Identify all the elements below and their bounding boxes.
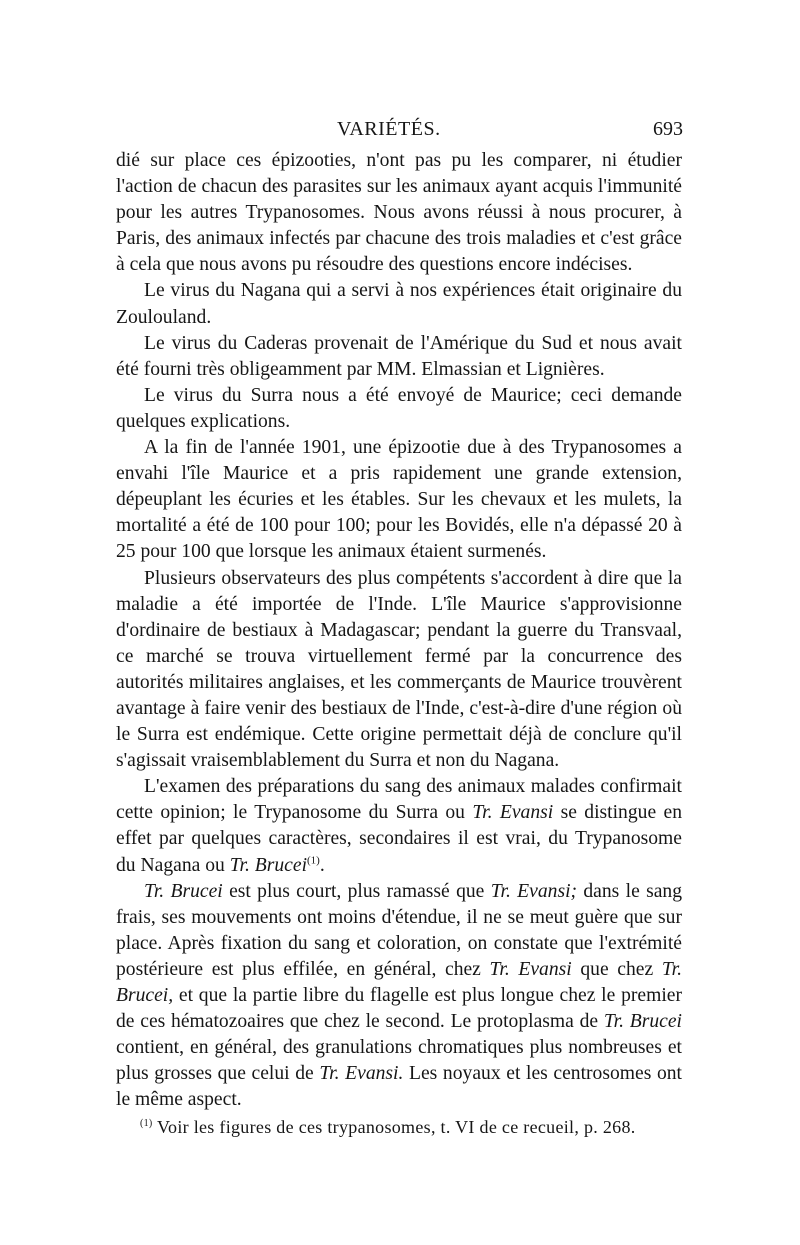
paragraph-nagana: Le virus du Nagana qui a servi à nos expériences était originaire du Zoulouland. [116,280,682,328]
text-run: est plus court, plus ramassé que [222,880,491,902]
text-run: dans le sang frais, ses mouvements ont moins d'étendue, il ne se meut guère que sur place. Après fixation du sang et coloration, on constate que l'extrémité postérieure est plus effilée, en général, chez [116,880,683,980]
text-run: se distingue en effet par quelques caractères, secondaires il est vrai, du Trypanosome du Nagana ou [116,802,683,876]
footnote [140,1117,700,1138]
species-name: Tr. Evansi; [490,880,578,902]
paragraph-examen [116,774,682,878]
footnote-text: Voir les figures de ces trypanosomes, t. VI de ce recueil, p. 268. [157,1117,636,1137]
page-number: 693 [653,118,683,140]
species-name: Tr. Brucei, [116,958,683,1006]
species-name: Tr. Evansi [472,802,554,824]
species-name: Tr. Evansi [489,958,572,980]
running-title: VARIÉTÉS. [337,118,441,140]
species-name: Tr. Evansi. [319,1063,404,1085]
footnote-mark: (1) [140,1118,153,1129]
text-run: et que la partie libre du flagelle est plus longue chez le premier de ces hématozoaires que chez le second. Le protoplasma de [116,985,682,1033]
species-name: Tr. Brucei [603,1011,682,1033]
paragraph-epizootie: A la fin de l'année 1901, une épizootie due à des Trypanosomes a envahi l'île Maurice et a pris rapidement une grande extension, dépeuplant les écuries et les étables. Sur les chevaux et les mulets, la mortalité a été de 100 pour 100; pour les Bovidés, elle n'a dépassé 20 à 25 pour 100 que lorsque les animaux étaient surmenés. [116,437,682,563]
species-name: Tr. Brucei [144,880,223,902]
text-run: . [319,854,325,876]
text-run: contient, en général, des granulations chromatiques plus nombreuses et plus grosses que celui de [116,1037,682,1085]
footnote-reference: (1) [307,854,320,866]
paragraph-observateurs: Plusieurs observateurs des plus compétents s'accordent à dire que la maladie a été importée de l'Inde. L'île Maurice s'approvisionne d'ordinaire de bestiaux à Madagascar; pendant la guerre du Transvaal, ce marché se trouva virtuellement fermé par la concurrence des autorités militaires anglaises, et les commerçants de Maurice trouvèrent avantage à faire venir des bestiaux de l'Inde, c'est-à-dire d'une région où le Surra est endémique. Cette origine permettait déjà de conclure qu'il s'agissait vraisemblablement du Surra et non du Nagana. [116,567,682,772]
paragraph-caderas: Le virus du Caderas provenait de l'Amérique du Sud et nous avait été fourni très obligeamment par MM. Elmassian et Lignières. [116,332,682,380]
running-header [112,118,683,144]
paragraph-brucei [116,879,682,1114]
text-run: L'examen des préparations du sang des animaux malades confirmait cette opinion; le Trypanosome du Surra ou [116,776,682,824]
paragraph-surra: Le virus du Surra nous a été envoyé de Maurice; ceci demande quelques explications. [116,384,682,432]
text-run: Les noyaux et les centrosomes ont le même aspect. [116,1063,683,1111]
paragraph-continuation: dié sur place ces épizooties, n'ont pas pu les comparer, ni étudier l'action de chacun des parasites sur les animaux ayant acquis l'immunité pour les autres Trypanosomes. Nous avons réussi à nous procurer, à Paris, des animaux infectés par chacune des trois maladies et c'est grâce à cela que nous avons pu résoudre des questions encore indécises. [116,150,682,276]
species-name: Tr. Brucei [229,854,308,876]
body-text [116,148,682,1113]
text-run: que chez [571,958,662,980]
